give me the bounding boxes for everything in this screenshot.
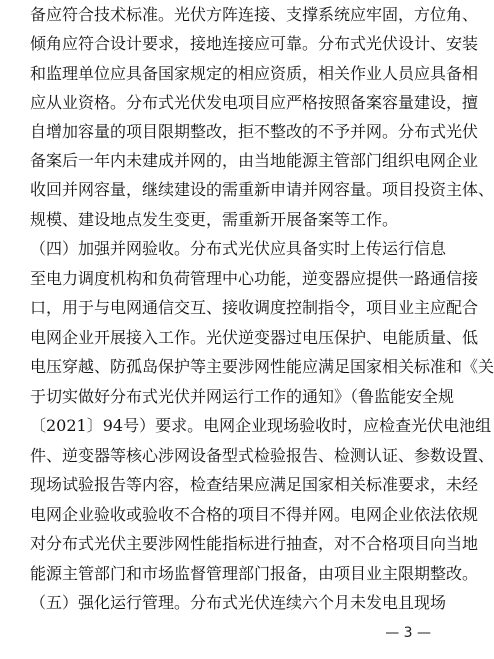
text-line-10: 至电力调度机构和负荷管理中心功能，逆变器应提供一路通信接 <box>30 269 479 288</box>
text-line-4: 应从业资格。分布式光伏发电项目应严格按照备案容量建设，擅 <box>30 93 479 112</box>
text-line-11: 口，用于与电网通信交互、接收调度控制指令，项目业主应配合 <box>30 298 479 317</box>
text-line-3: 和监理单位应具备国家规定的相应资质，相关作业人员应具备相 <box>30 64 479 83</box>
page-number: — 3 — <box>385 625 431 641</box>
section-heading-4-line: （四）加强并网验收。分布式光伏应具备实时上传运行信息 <box>30 239 447 258</box>
text-line-20: 能源主管部门和市场监督管理部门报备，由项目业主限期整改。 <box>30 564 479 583</box>
text-line-12: 电网企业开展接入工作。光伏逆变器过电压保护、电能质量、低 <box>30 328 479 347</box>
text-line-17: 现场试验报告等内容，检查结果应满足国家相关标准要求，未经 <box>30 475 479 494</box>
text-line-19: 对分布式光伏主要涉网性能指标进行抽查，对不合格项目向当地 <box>30 534 479 553</box>
text-line-2: 倾角应符合设计要求，接地连接应可靠。分布式光伏设计、安装 <box>30 34 479 53</box>
text-line-16: 件、逆变器等核心涉网设备型式检验报告、检测认证、参数设置、 <box>30 446 494 465</box>
text-line-6: 备案后一年内未建成并网的，由当地能源主管部门组织电网企业 <box>30 151 479 170</box>
text-line-18: 电网企业验收或验收不合格的项目不得并网。电网企业依法依规 <box>30 505 479 524</box>
text-line-15: 〔2021〕94号）要求。电网企业现场验收时，应检查光伏电池组 <box>30 416 492 435</box>
text-line-5: 自增加容量的项目限期整改，拒不整改的不予并网。分布式光伏 <box>30 122 479 141</box>
text-line-8: 规模、建设地点发生变更，需重新开展备案等工作。 <box>30 210 399 229</box>
text-line-14: 于切实做好分布式光伏并网运行工作的通知》（鲁监能安全规 <box>30 387 455 406</box>
section-heading-5-line: （五）强化运行管理。分布式光伏连续六个月未发电且现场 <box>30 593 447 612</box>
text-line-1: 备应符合技术标准。光伏方阵连接、支撑系统应牢固，方位角、 <box>30 5 479 24</box>
text-line-7: 收回并网容量，继续建设的需重新申请并网容量。项目投资主体、 <box>30 180 494 199</box>
text-line-13: 电压穿越、防孤岛保护等主要涉网性能应满足国家相关标准和《关 <box>30 357 494 376</box>
